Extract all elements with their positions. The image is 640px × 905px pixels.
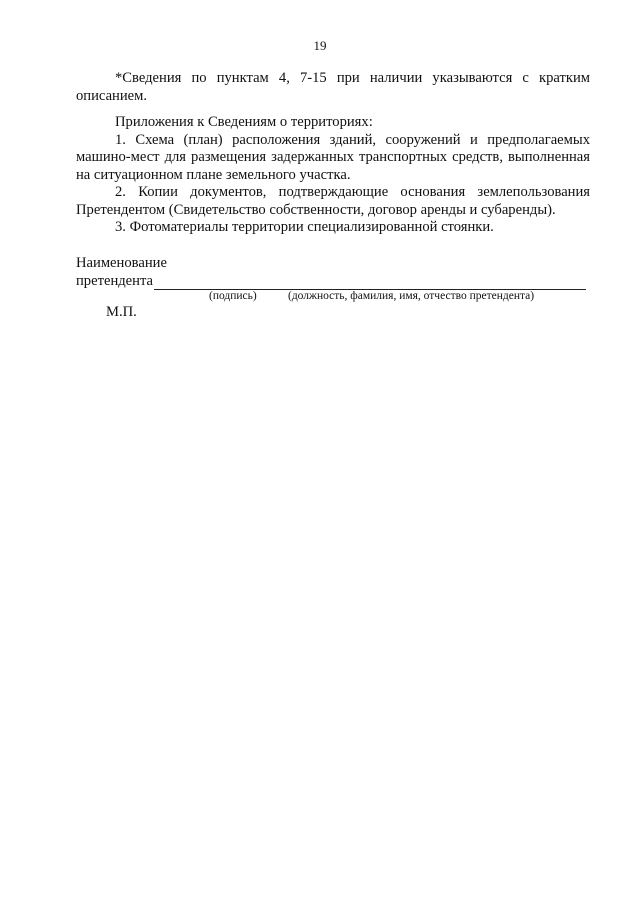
appendix-block [76,114,590,237]
page-number: 19 [313,38,327,53]
applicant-label-line2: претендента [76,272,153,289]
note-paragraph: *Сведения по пунктам 4, 7-15 при наличии указываются с кратким описанием. [76,70,590,104]
signature-blank-line [154,274,586,290]
appendix-item-2: 2. Копии документов, подтверждающие основания землепользования Претендентом (Свидетельство собственности, договор аренды и субаренды). [76,184,590,218]
appendix-item-1: 1. Схема (план) расположения зданий, сооружений и предполагаемых машино-мест для размещения задержанных транспортных средств, выполненная на ситуационном плане земельного участка. [76,131,590,183]
appendix-heading: Приложения к Сведениям о территориях: [115,114,373,130]
applicant-signature-row [76,273,586,291]
signature-block [76,255,586,290]
name-position-hint: (должность, фамилия, имя, отчество претендента) [288,290,535,302]
signature-hint: (подпись) [209,290,257,302]
note-block [76,70,590,105]
stamp-placeholder: М.П. [106,304,137,320]
appendix-item-3: 3. Фотоматериалы территории специализированной стоянки. [115,219,494,235]
applicant-label-line1: Наименование [76,255,167,271]
